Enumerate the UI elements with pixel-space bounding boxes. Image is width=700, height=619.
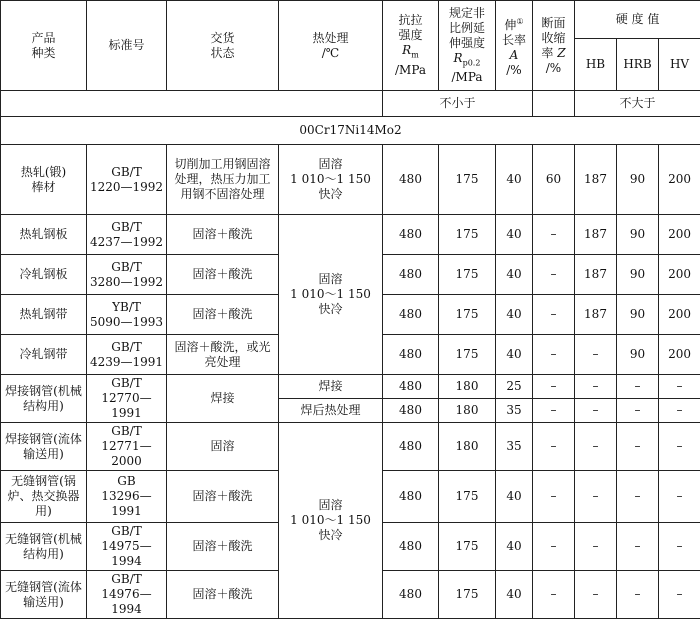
cell-z: – bbox=[533, 423, 575, 471]
cell-a: 25 bbox=[496, 375, 533, 399]
cell-standard: GB/T 4237—1992 bbox=[87, 215, 167, 255]
cell-product: 热轧钢带 bbox=[1, 295, 87, 335]
cell-hv: 200 bbox=[659, 215, 700, 255]
cell-z: – bbox=[533, 471, 575, 523]
cell-heat-treatment: 固溶 1 010～1 150 快冷 bbox=[279, 145, 383, 215]
cell-a: 40 bbox=[496, 523, 533, 571]
header-product-type: 产品 种类 bbox=[1, 1, 87, 91]
cell-hrb: 90 bbox=[617, 335, 659, 375]
cell-rp: 175 bbox=[439, 471, 496, 523]
cell-rm: 480 bbox=[383, 375, 439, 399]
cell-z: – bbox=[533, 375, 575, 399]
header-blank bbox=[1, 91, 383, 117]
cell-hb: – bbox=[575, 471, 617, 523]
cell-rm: 480 bbox=[383, 215, 439, 255]
cell-a: 35 bbox=[496, 399, 533, 423]
cell-hv: – bbox=[659, 523, 700, 571]
cell-heat-treatment: 固溶 1 010～1 150 快冷 bbox=[279, 423, 383, 619]
cell-product: 冷轧钢带 bbox=[1, 335, 87, 375]
cell-rm: 480 bbox=[383, 471, 439, 523]
cell-standard: YB/T 5090—1993 bbox=[87, 295, 167, 335]
cell-heat-treatment: 焊接 bbox=[279, 375, 383, 399]
cell-rp: 175 bbox=[439, 255, 496, 295]
header-not-less-than: 不小于 bbox=[383, 91, 533, 117]
cell-a: 40 bbox=[496, 215, 533, 255]
cell-product: 无缝钢管(锅炉、热交换器用) bbox=[1, 471, 87, 523]
cell-delivery: 固溶 bbox=[167, 423, 279, 471]
header-yield-strength: 规定非 比例延 伸强度 $R_{p0.2}$ /MPa bbox=[439, 1, 496, 91]
cell-standard: GB/T 12770—1991 bbox=[87, 375, 167, 423]
header-elongation: 伸① 长率 A /% bbox=[496, 1, 533, 91]
cell-a: 40 bbox=[496, 295, 533, 335]
cell-rm: 480 bbox=[383, 145, 439, 215]
header-hv: HV bbox=[659, 39, 700, 91]
header-blank-z bbox=[533, 91, 575, 117]
cell-product: 焊接钢管(流体输送用) bbox=[1, 423, 87, 471]
cell-delivery: 焊接 bbox=[167, 375, 279, 423]
cell-hrb: – bbox=[617, 399, 659, 423]
cell-hv: 200 bbox=[659, 145, 700, 215]
table-row bbox=[1, 215, 700, 255]
cell-delivery: 固溶＋酸洗 bbox=[167, 215, 279, 255]
cell-hv: 200 bbox=[659, 295, 700, 335]
cell-rm: 480 bbox=[383, 523, 439, 571]
cell-delivery: 固溶＋酸洗 bbox=[167, 295, 279, 335]
cell-product: 无缝钢管(机械结构用) bbox=[1, 523, 87, 571]
cell-hv: 200 bbox=[659, 255, 700, 295]
cell-rp: 175 bbox=[439, 145, 496, 215]
cell-hrb: – bbox=[617, 471, 659, 523]
cell-standard: GB/T 1220—1992 bbox=[87, 145, 167, 215]
cell-rp: 175 bbox=[439, 295, 496, 335]
cell-hrb: – bbox=[617, 571, 659, 619]
cell-hb: – bbox=[575, 399, 617, 423]
cell-a: 40 bbox=[496, 145, 533, 215]
cell-hv: – bbox=[659, 423, 700, 471]
cell-hb: – bbox=[575, 523, 617, 571]
cell-rp: 175 bbox=[439, 523, 496, 571]
cell-hrb: – bbox=[617, 423, 659, 471]
cell-hrb: – bbox=[617, 523, 659, 571]
cell-standard: GB 13296—1991 bbox=[87, 471, 167, 523]
cell-rm: 480 bbox=[383, 571, 439, 619]
cell-rm: 480 bbox=[383, 295, 439, 335]
header-delivery-state: 交货 状态 bbox=[167, 1, 279, 91]
grade-row: 00Cr17Ni14Mo2 bbox=[1, 117, 700, 145]
cell-product: 热轧(锻) 棒材 bbox=[1, 145, 87, 215]
cell-rm: 480 bbox=[383, 399, 439, 423]
cell-rp: 180 bbox=[439, 423, 496, 471]
cell-standard: GB/T 3280—1992 bbox=[87, 255, 167, 295]
header-not-more-than: 不大于 bbox=[575, 91, 700, 117]
cell-rp: 175 bbox=[439, 215, 496, 255]
cell-hrb: – bbox=[617, 375, 659, 399]
cell-hb: – bbox=[575, 335, 617, 375]
cell-standard: GB/T 14976—1994 bbox=[87, 571, 167, 619]
cell-rm: 480 bbox=[383, 255, 439, 295]
header-hrb: HRB bbox=[617, 39, 659, 91]
cell-delivery: 固溶＋酸洗，或光亮处理 bbox=[167, 335, 279, 375]
cell-rp: 175 bbox=[439, 335, 496, 375]
cell-product: 焊接钢管(机械结构用) bbox=[1, 375, 87, 423]
cell-rp: 175 bbox=[439, 571, 496, 619]
cell-standard: GB/T 14975—1994 bbox=[87, 523, 167, 571]
cell-z: – bbox=[533, 335, 575, 375]
cell-rp: 180 bbox=[439, 375, 496, 399]
cell-hb: – bbox=[575, 375, 617, 399]
cell-hrb: 90 bbox=[617, 295, 659, 335]
cell-hb: 187 bbox=[575, 145, 617, 215]
cell-hv: 200 bbox=[659, 335, 700, 375]
table-row bbox=[1, 423, 700, 471]
cell-hv: – bbox=[659, 571, 700, 619]
cell-a: 40 bbox=[496, 471, 533, 523]
cell-standard: GB/T 12771—2000 bbox=[87, 423, 167, 471]
cell-hrb: 90 bbox=[617, 145, 659, 215]
cell-hv: – bbox=[659, 471, 700, 523]
cell-hb: 187 bbox=[575, 295, 617, 335]
cell-a: 35 bbox=[496, 423, 533, 471]
cell-z: – bbox=[533, 571, 575, 619]
cell-product: 冷轧钢板 bbox=[1, 255, 87, 295]
cell-standard: GB/T 4239—1991 bbox=[87, 335, 167, 375]
cell-hrb: 90 bbox=[617, 255, 659, 295]
header-standard-no: 标准号 bbox=[87, 1, 167, 91]
cell-product: 热轧钢板 bbox=[1, 215, 87, 255]
cell-z: – bbox=[533, 295, 575, 335]
cell-hrb: 90 bbox=[617, 215, 659, 255]
cell-heat-treatment: 固溶 1 010～1 150 快冷 bbox=[279, 215, 383, 375]
cell-hv: – bbox=[659, 399, 700, 423]
cell-hb: 187 bbox=[575, 215, 617, 255]
table-row bbox=[1, 375, 700, 399]
cell-hb: 187 bbox=[575, 255, 617, 295]
cell-z: – bbox=[533, 255, 575, 295]
cell-delivery: 固溶＋酸洗 bbox=[167, 471, 279, 523]
cell-delivery: 固溶＋酸洗 bbox=[167, 255, 279, 295]
cell-heat-treatment: 焊后热处理 bbox=[279, 399, 383, 423]
cell-z: – bbox=[533, 399, 575, 423]
cell-a: 40 bbox=[496, 571, 533, 619]
cell-product: 无缝钢管(流体输送用) bbox=[1, 571, 87, 619]
cell-hb: – bbox=[575, 571, 617, 619]
header-hardness: 硬 度 值 bbox=[575, 1, 700, 39]
cell-a: 40 bbox=[496, 255, 533, 295]
cell-rp: 180 bbox=[439, 399, 496, 423]
cell-z: 60 bbox=[533, 145, 575, 215]
header-heat-treatment: 热处理 /℃ bbox=[279, 1, 383, 91]
header-hb: HB bbox=[575, 39, 617, 91]
header-tensile-strength: 抗拉 强度 $R_m$ /MPa bbox=[383, 1, 439, 91]
header-reduction-of-area: 断面 收缩 率 Z /% bbox=[533, 1, 575, 91]
cell-delivery: 固溶＋酸洗 bbox=[167, 571, 279, 619]
cell-a: 40 bbox=[496, 335, 533, 375]
cell-hb: – bbox=[575, 423, 617, 471]
cell-z: – bbox=[533, 523, 575, 571]
cell-delivery: 切削加工用钢固溶处理，热压力加工用钢不固溶处理 bbox=[167, 145, 279, 215]
cell-rm: 480 bbox=[383, 335, 439, 375]
table-row bbox=[1, 145, 700, 215]
cell-delivery: 固溶＋酸洗 bbox=[167, 523, 279, 571]
cell-hv: – bbox=[659, 375, 700, 399]
cell-z: – bbox=[533, 215, 575, 255]
cell-rm: 480 bbox=[383, 423, 439, 471]
